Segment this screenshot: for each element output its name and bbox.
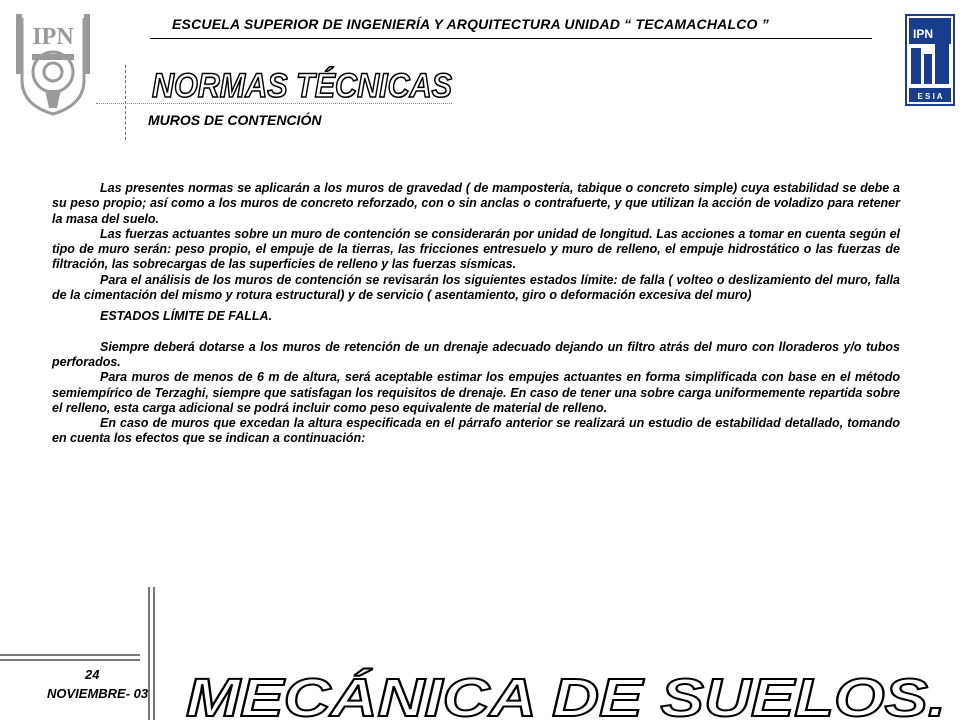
page-subtitle: MUROS DE CONTENCIÓN: [148, 112, 322, 128]
esia-logo-bottom-text: E S I A: [917, 92, 943, 101]
footer-date: NOVIEMBRE- 03: [47, 686, 149, 701]
footer-title: [182, 666, 952, 720]
footer-title-text: MECÁNICA DE SUELOS.: [186, 668, 946, 720]
esia-logo-top-text: IPN: [912, 27, 934, 41]
ipn-emblem-icon: [12, 10, 94, 118]
ipn-logo-text: IPN: [32, 24, 74, 50]
section-heading: ESTADOS LÍMITE DE FALLA.: [100, 309, 272, 324]
header-rule: [150, 38, 872, 39]
esia-logo-icon: [905, 14, 955, 106]
footer-rule: [0, 659, 140, 661]
page-title-text: NORMAS TÉCNICAS: [152, 67, 453, 104]
paragraph: Las presentes normas se aplicarán a los muros de gravedad ( de mampostería, tabique o concreto simple) cuya estabilidad se debe a su peso propio; así como a los muros de concreto reforzado, con o sin anclas o contrafuerte, y que utilizan la acción de voladizo para retener la masa del suelo.: [52, 181, 900, 226]
body-text: [52, 181, 900, 447]
paragraph: Para muros de menos de 6 m de altura, será aceptable estimar los empujes actuantes en forma simplificada con base en el método semiempírico de Terzaghi, siempre que satisfagan los requisitos de drenaje. En caso de tener una sobre carga uniformemente repartida sobre el relleno, esta carga adicional se podrá incluir como peso equivalente de material de relleno.: [52, 370, 900, 415]
paragraph: Para el análisis de los muros de contención se revisarán los siguientes estados límite: de falla ( volteo o deslizamiento del muro, falla de la cimentación del mismo y rotura estructural) y de servicio ( asentamiento, giro o deformación excesiva del muro): [52, 272, 900, 303]
paragraph: Las fuerzas actuantes sobre un muro de contención se considerarán por unidad de longitud. Las acciones a tomar en cuenta según el tipo de muro serán: peso propio, el empuje de la tierras, las fricciones entresuelo y muro de relleno, el empuje hidrostático o las fuerzas de filtración, las sobrecargas de las superficies de relleno y las fuerzas sísmicas.: [52, 226, 900, 272]
footer-vertical-rule: [148, 587, 150, 720]
footer-vertical-rule: [153, 587, 155, 720]
title-rule: [96, 103, 452, 104]
school-header: ESCUELA SUPERIOR DE INGENIERÍA Y ARQUITECTURA UNIDAD “ TECAMACHALCO ”: [172, 16, 769, 32]
page-title: [150, 64, 460, 104]
paragraph: En caso de muros que excedan la altura especificada en el párrafo anterior se realizará un estudio de estabilidad detallado, tomando en cuenta los efectos que se indican a continuación:: [52, 416, 900, 446]
paragraph: Siempre deberá dotarse a los muros de retención de un drenaje adecuado dejando un filtro atrás del muro con lloraderos y/o tubos perforados.: [52, 339, 900, 369]
footer-rule: [0, 654, 140, 656]
page-number: 24: [85, 667, 100, 682]
